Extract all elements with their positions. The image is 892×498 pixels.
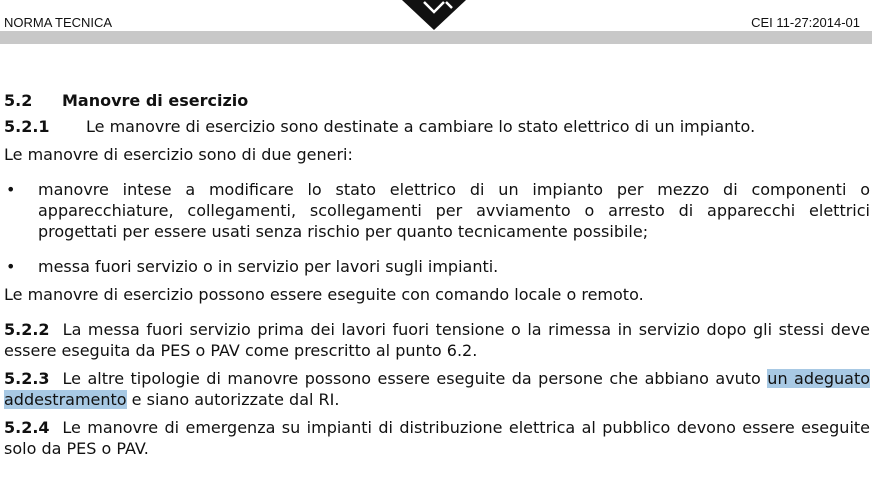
paragraph-5-2-2 [4,319,870,361]
header-band [0,31,872,44]
paragraph-5-2-3 [4,368,870,410]
paragraph-5-2-4 [4,417,870,459]
document-body [4,88,870,459]
section-number: 5.2 [4,91,33,110]
paragraph-text: e siano autorizzate dal RI. [126,390,340,409]
paragraph-5-2-1 [4,116,870,137]
bullet-icon: • [6,180,16,199]
paragraph-number: 5.2.3 [4,369,50,388]
logo-icon [394,0,474,32]
paragraph-text: Le manovre di esercizio sono destinate a cambiare lo stato elettrico di un impianto. [86,117,756,136]
paragraph-text: Le manovre di emergenza su impianti di distribuzione elettrica al pubblico devono essere eseguite solo da PES o PAV. [4,418,871,458]
list-item-text: messa fuori servizio o in servizio per lavori sugli impianti. [38,257,499,276]
list-item-text: manovre intese a modificare lo stato elettrico di un impianto per mezzo di componenti o apparecchiature, collegamenti, scollegamenti per avviamento o arresto di apparecchi elettrici progettati per essere usati senza rischio per quanto tecnicamente possibile; [38,180,870,241]
paragraph-number: 5.2.4 [4,418,50,437]
bullet-icon: • [6,257,16,276]
paragraph-number: 5.2.1 [4,117,50,136]
intro-paragraph: Le manovre di esercizio sono di due generi: [4,145,353,164]
section-title: Manovre di esercizio [62,91,249,110]
paragraph-number: 5.2.2 [4,320,50,339]
paragraph-text: La messa fuori servizio prima dei lavori fuori tensione o la rimessa in servizio dopo gli stessi deve essere eseguita da PES o PAV come prescritto al punto 6.2. [4,320,871,360]
remote-paragraph: Le manovre di esercizio possono essere eseguite con comando locale o remoto. [4,285,644,304]
paragraph-text: Le altre tipologie di manovre possono essere eseguite da persone che abbiano avuto [62,369,768,388]
header-right-label: CEI 11-27:2014-01 [751,15,860,30]
list-item [4,256,870,277]
highlighted-text[interactable]: un adeguato addestramento [4,369,871,409]
header-left-label: NORMA TECNICA [4,15,113,30]
page-header [0,0,892,36]
list-item [4,179,870,242]
section-heading [4,90,870,116]
